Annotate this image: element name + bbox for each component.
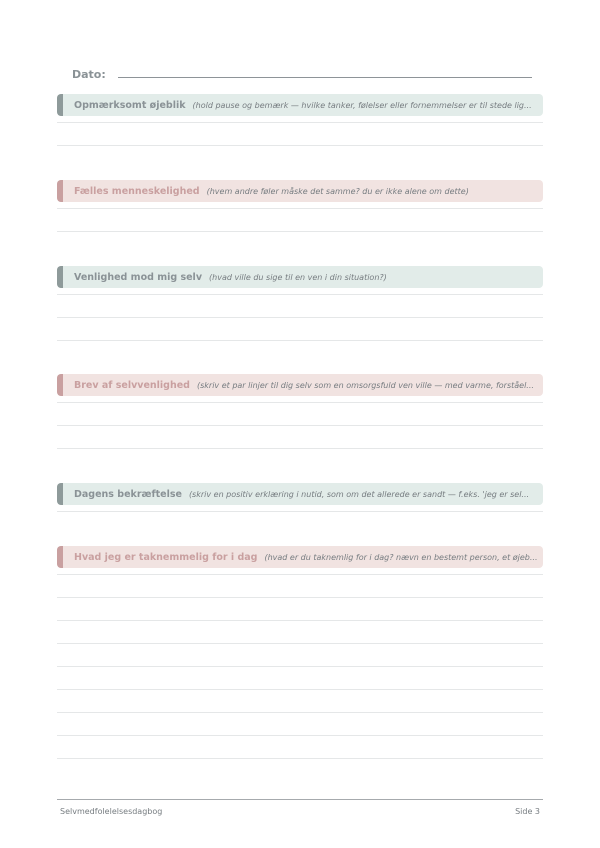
section-hint: (hvad ville du sige til en ven i din situation?) xyxy=(209,272,387,282)
date-row xyxy=(72,63,106,82)
section-title: Dagens bekræftelse xyxy=(74,488,182,500)
writing-line[interactable] xyxy=(57,620,543,621)
writing-line[interactable] xyxy=(57,666,543,667)
writing-line[interactable] xyxy=(57,208,543,209)
section-title: Brev af selvvenlighed xyxy=(74,379,190,391)
section-self-kindness-letter xyxy=(57,374,543,396)
accent-bar xyxy=(57,266,63,288)
page-number: Side 3 xyxy=(515,807,540,816)
writing-line[interactable] xyxy=(57,643,543,644)
section-title: Venlighed mod mig selv xyxy=(74,271,203,283)
accent-bar xyxy=(57,483,63,505)
writing-line[interactable] xyxy=(57,340,543,341)
section-title: Hvad jeg er taknemmelig for i dag xyxy=(74,551,258,563)
writing-line[interactable] xyxy=(57,145,543,146)
section-banner xyxy=(57,546,543,568)
section-banner xyxy=(57,180,543,202)
section-title: Opmærksomt øjeblik xyxy=(74,99,186,111)
writing-line[interactable] xyxy=(57,574,543,575)
writing-line[interactable] xyxy=(57,712,543,713)
writing-line[interactable] xyxy=(57,689,543,690)
writing-line[interactable] xyxy=(57,735,543,736)
section-banner xyxy=(57,266,543,288)
writing-line[interactable] xyxy=(57,317,543,318)
accent-bar xyxy=(57,94,63,116)
writing-line[interactable] xyxy=(57,511,543,512)
writing-line[interactable] xyxy=(57,122,543,123)
section-daily-affirmation xyxy=(57,483,543,505)
section-gratitude xyxy=(57,546,543,568)
section-self-kindness xyxy=(57,266,543,288)
accent-bar xyxy=(57,180,63,202)
writing-line[interactable] xyxy=(57,448,543,449)
section-mindful-moment xyxy=(57,94,543,116)
accent-bar xyxy=(57,374,63,396)
section-banner xyxy=(57,94,543,116)
writing-line[interactable] xyxy=(57,425,543,426)
section-hint: (skriv et par linjer til dig selv som en omsorgsfuld ven ville — med varme, forståel... xyxy=(197,380,534,390)
writing-line[interactable] xyxy=(57,231,543,232)
date-input-line[interactable] xyxy=(118,77,532,78)
section-banner xyxy=(57,483,543,505)
section-banner xyxy=(57,374,543,396)
date-label: Dato: xyxy=(72,68,106,81)
writing-line[interactable] xyxy=(57,294,543,295)
footer-journal-title: Selvmedfolelelsesdagbog xyxy=(60,807,163,816)
writing-line[interactable] xyxy=(57,402,543,403)
section-hint: (hvad er du taknemlig for i dag? nævn en bestemt person, et øjeb... xyxy=(264,552,538,562)
section-hint: (hold pause og bemærk — hvilke tanker, følelser eller fornemmelser er til stede lig... xyxy=(192,100,532,110)
section-hint: (hvem andre føler måske det samme? du er ikke alene om dette) xyxy=(206,186,469,196)
section-hint: (skriv en positiv erklæring i nutid, som om det allerede er sandt — f.eks. 'jeg er sel... xyxy=(188,489,530,499)
section-title: Fælles menneskelighed xyxy=(74,185,200,197)
footer-divider xyxy=(57,799,543,800)
writing-line[interactable] xyxy=(57,597,543,598)
writing-line[interactable] xyxy=(57,758,543,759)
section-common-humanity xyxy=(57,180,543,202)
accent-bar xyxy=(57,546,63,568)
